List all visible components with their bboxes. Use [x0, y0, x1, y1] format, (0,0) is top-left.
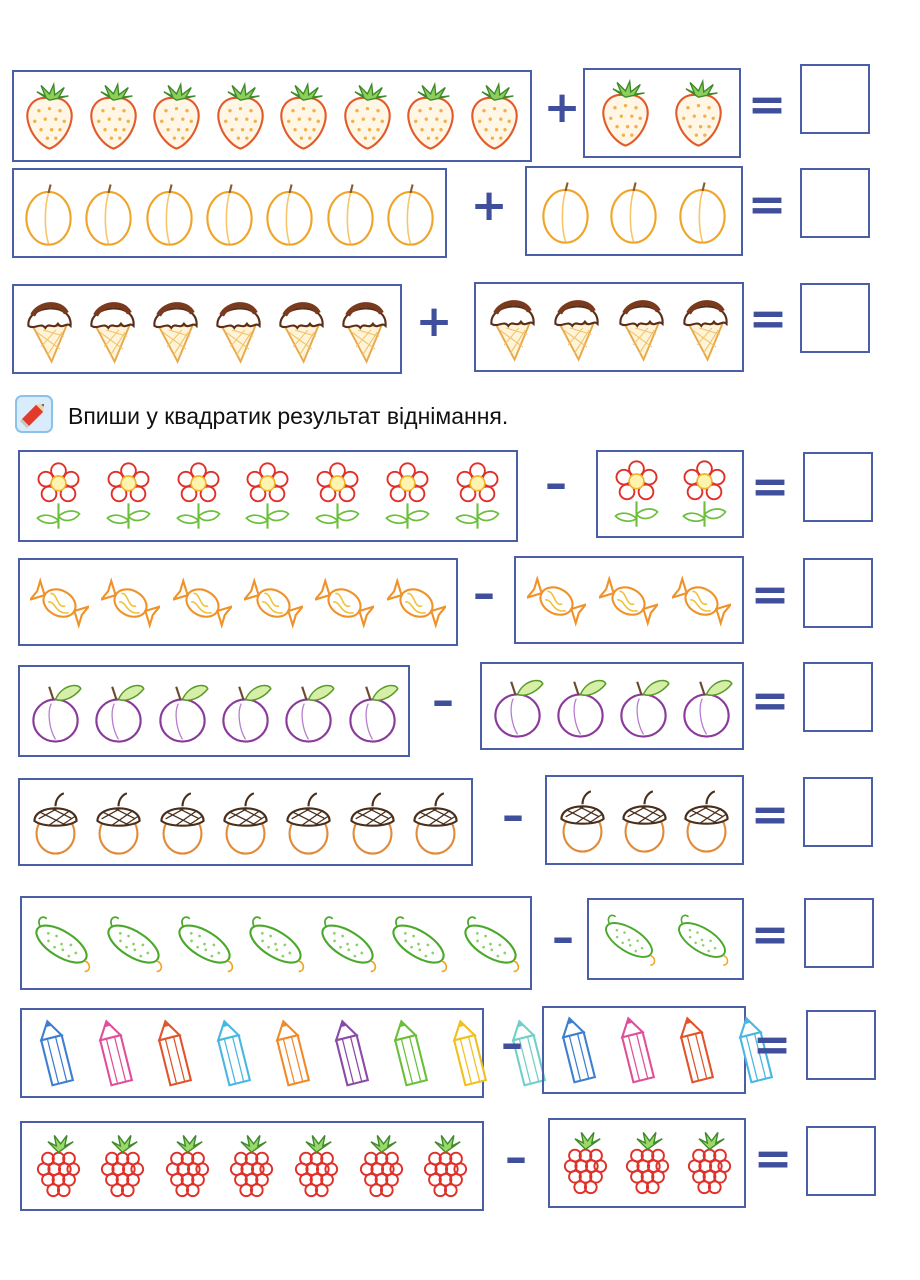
ice-cream-cone-icon [146, 294, 205, 364]
equals-sign: = [750, 673, 790, 727]
strawberry-icon [465, 81, 524, 151]
cucumber-icon [32, 908, 91, 978]
ice-cream-cone-icon [676, 292, 735, 362]
pencil-icon [380, 1018, 439, 1088]
plum-icon [488, 671, 547, 741]
candy-icon [315, 567, 374, 637]
flower-group-right [596, 450, 744, 538]
flower-icon [169, 461, 228, 531]
candy-icon [30, 567, 89, 637]
plum-icon [279, 676, 338, 746]
acorn-icon [279, 787, 338, 857]
apricot-icon [79, 178, 138, 248]
pencil-icon [666, 1015, 725, 1085]
answer-box[interactable] [806, 1126, 876, 1196]
answer-box[interactable] [804, 898, 874, 968]
ice-cream-cone-icon [83, 294, 142, 364]
apricot-icon [200, 178, 259, 248]
plum-group-left [18, 665, 410, 757]
pencil-icon [144, 1018, 203, 1088]
raspberry-group-right [548, 1118, 746, 1208]
ice-cream-cone-icon [547, 292, 606, 362]
raspberry-icon [287, 1131, 346, 1201]
acorn-icon [343, 787, 402, 857]
plum-icon [26, 676, 85, 746]
raspberry-icon [352, 1131, 411, 1201]
cucumber-icon [602, 907, 656, 971]
instruction [14, 394, 508, 439]
flower-icon [99, 461, 158, 531]
strawberry-icon [401, 81, 460, 151]
acorn-group-right [545, 775, 744, 865]
apricot-icon [381, 178, 440, 248]
pencil-icon [321, 1018, 380, 1088]
apricot-icon [604, 176, 663, 246]
pencil-group-left [20, 1008, 484, 1098]
answer-box[interactable] [806, 1010, 876, 1080]
pencil-icon [85, 1018, 144, 1088]
raspberry-icon [222, 1131, 281, 1201]
raspberry-icon [93, 1131, 152, 1201]
flower-icon [607, 459, 666, 529]
flower-icon [675, 459, 734, 529]
strawberry-icon [274, 81, 333, 151]
ice-cream-cone-icon [612, 292, 671, 362]
apricot-icon [673, 176, 732, 246]
answer-box[interactable] [803, 558, 873, 628]
pencil-icon [26, 1018, 85, 1088]
apricot-icon [536, 176, 595, 246]
ice-cream-cone-group-right [474, 282, 744, 372]
plus-sign: + [415, 296, 453, 347]
answer-box[interactable] [803, 662, 873, 732]
minus-sign: – [505, 1132, 527, 1183]
cucumber-icon [104, 908, 163, 978]
strawberry-icon [669, 78, 728, 148]
plum-icon [89, 676, 148, 746]
flower-icon [308, 461, 367, 531]
ice-cream-cone-icon [272, 294, 331, 364]
cucumber-icon [461, 908, 520, 978]
plum-icon [216, 676, 275, 746]
ice-cream-cone-group-left [12, 284, 402, 374]
minus-sign: – [552, 912, 574, 963]
instruction-text: Впиши у квадратик результат віднімання. [68, 403, 509, 429]
raspberry-icon [416, 1131, 475, 1201]
acorn-icon [677, 785, 736, 855]
apricot-icon [140, 178, 199, 248]
raspberry-icon [680, 1128, 739, 1198]
candy-group-left [18, 558, 458, 646]
acorn-icon [89, 787, 148, 857]
acorn-icon [153, 787, 212, 857]
candy-icon [527, 565, 586, 635]
ice-cream-cone-icon [209, 294, 268, 364]
minus-sign: – [502, 790, 524, 841]
cucumber-icon [175, 908, 234, 978]
equals-sign: = [750, 567, 790, 621]
candy-icon [387, 567, 446, 637]
pencil-icon [607, 1015, 666, 1085]
apricot-icon [321, 178, 380, 248]
raspberry-group-left [20, 1121, 484, 1211]
pencil-icon [548, 1015, 607, 1085]
strawberry-icon [20, 81, 79, 151]
candy-icon [672, 565, 731, 635]
flower-icon [238, 461, 297, 531]
equals-sign: = [750, 787, 790, 841]
strawberry-icon [147, 81, 206, 151]
plum-icon [153, 676, 212, 746]
pencil-icon [439, 1018, 498, 1088]
equals-sign: = [752, 1017, 792, 1071]
apricot-icon [19, 178, 78, 248]
apricot-icon [260, 178, 319, 248]
flower-icon [448, 461, 507, 531]
pencil-icon [262, 1018, 321, 1088]
minus-sign: – [432, 675, 454, 726]
answer-box[interactable] [803, 777, 873, 847]
candy-icon [599, 565, 658, 635]
candy-icon [173, 567, 232, 637]
acorn-icon [26, 787, 85, 857]
raspberry-icon [158, 1131, 217, 1201]
acorn-icon [216, 787, 275, 857]
cucumber-icon [675, 907, 729, 971]
minus-sign: – [473, 568, 495, 619]
acorn-icon [615, 785, 674, 855]
apricot-group-left [12, 168, 447, 258]
cucumber-icon [318, 908, 377, 978]
equals-sign: = [747, 177, 787, 231]
equals-sign: = [748, 291, 788, 345]
flower-group-left [18, 450, 518, 542]
pencil-icon [14, 394, 54, 439]
pencil-group-right [542, 1006, 746, 1094]
acorn-icon [406, 787, 465, 857]
cucumber-icon [389, 908, 448, 978]
plum-icon [677, 671, 736, 741]
candy-icon [244, 567, 303, 637]
plum-icon [551, 671, 610, 741]
strawberry-icon [84, 81, 143, 151]
apricot-group-right [525, 166, 743, 256]
raspberry-icon [556, 1128, 615, 1198]
plum-icon [614, 671, 673, 741]
cucumber-icon [246, 908, 305, 978]
flower-icon [29, 461, 88, 531]
minus-sign: – [501, 1018, 523, 1069]
pencil-icon [203, 1018, 262, 1088]
strawberry-icon [338, 81, 397, 151]
candy-group-right [514, 556, 744, 644]
equals-sign: = [750, 907, 790, 961]
cucumber-group-right [587, 898, 744, 980]
equals-sign: = [747, 77, 787, 131]
equals-sign: = [753, 1131, 793, 1185]
plum-group-right [480, 662, 744, 750]
plus-sign: + [543, 82, 581, 133]
strawberry-group-left [12, 70, 532, 162]
plum-icon [343, 676, 402, 746]
plus-sign: + [470, 180, 508, 231]
strawberry-icon [211, 81, 270, 151]
raspberry-icon [618, 1128, 677, 1198]
answer-box[interactable] [803, 452, 873, 522]
ice-cream-cone-icon [483, 292, 542, 362]
strawberry-group-right [583, 68, 741, 158]
acorn-group-left [18, 778, 473, 866]
ice-cream-cone-icon [20, 294, 79, 364]
cucumber-group-left [20, 896, 532, 990]
strawberry-icon [596, 78, 655, 148]
raspberry-icon [29, 1131, 88, 1201]
candy-icon [101, 567, 160, 637]
minus-sign: – [545, 458, 567, 509]
answer-box[interactable] [800, 283, 870, 353]
acorn-icon [553, 785, 612, 855]
answer-box[interactable] [800, 168, 870, 238]
answer-box[interactable] [800, 64, 870, 134]
ice-cream-cone-icon [335, 294, 394, 364]
flower-icon [378, 461, 437, 531]
equals-sign: = [750, 459, 790, 513]
